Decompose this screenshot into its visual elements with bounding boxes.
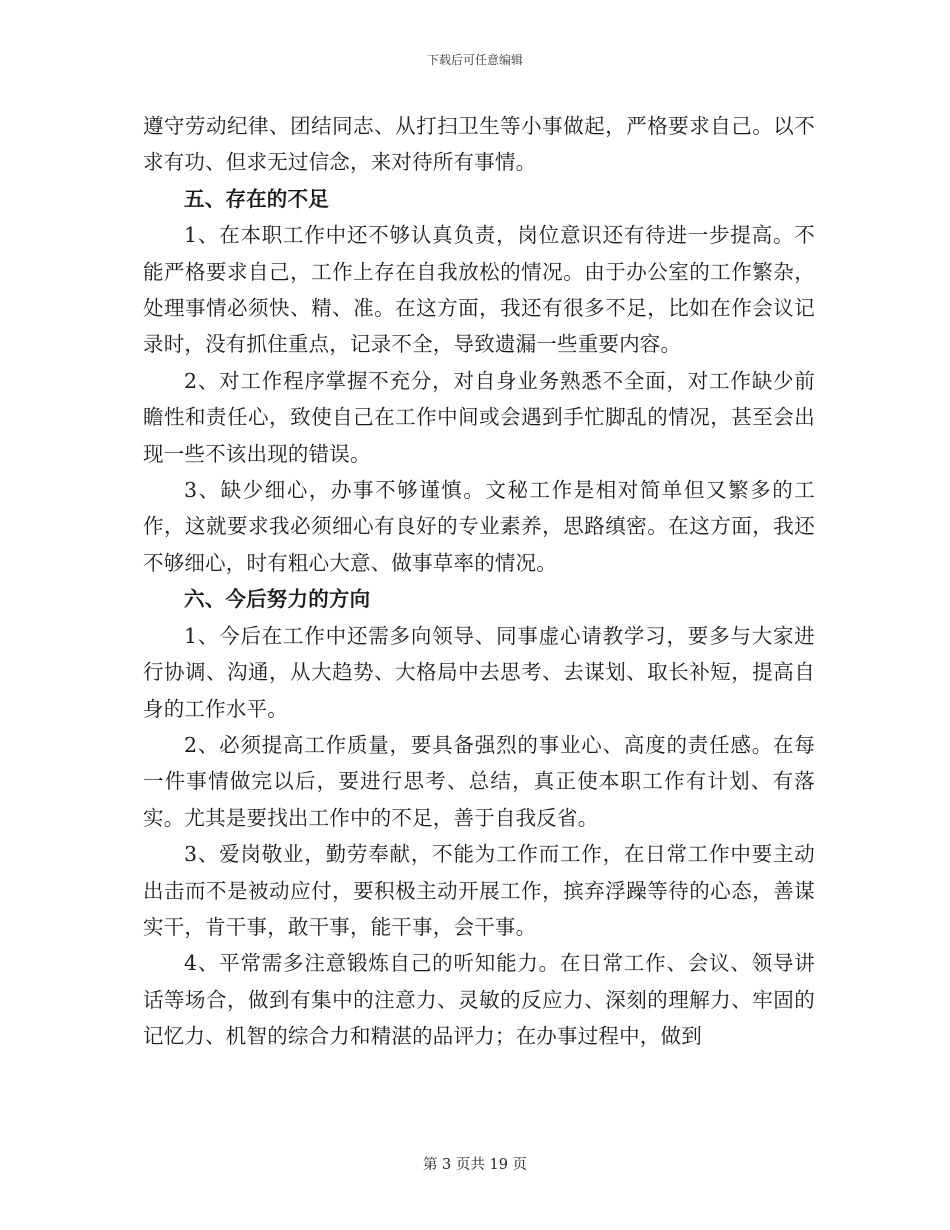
- paragraph-shortcoming-2: 2、对工作程序掌握不充分，对自身业务熟悉不全面，对工作缺少前瞻性和责任心，致使自己在工作中间或会遇到手忙脚乱的情况，甚至会出现一些不该出现的错误。: [143, 368, 815, 466]
- paragraph-shortcoming-3: 3、缺少细心，办事不够谨慎。文秘工作是相对简单但又繁多的工作，这就要求我必须细心有良好的专业素养，思路缜密。在这方面，我还不够细心，时有粗心大意、做事草率的情况。: [143, 478, 815, 575]
- document-body: [143, 108, 815, 1055]
- paragraph-shortcoming-1: 1、在本职工作中还不够认真负责，岗位意识还有待进一步提高。不能严格要求自己，工作上存在自我放松的情况。由于办公室的工作繁杂，处理事情必须快、精、准。在这方面，我还有很多不足，比如在作会议记录时，没有抓住重点，记录不全，导致遗漏一些重要内容。: [143, 223, 815, 357]
- paragraph-direction-4: 4、平常需多注意锻炼自己的听知能力。在日常工作、会议、领导讲话等场合，做到有集中的注意力、灵敏的反应力、深刻的理解力、牢固的记忆力、机智的综合力和精湛的品评力；在办事过程中，做到: [143, 951, 815, 1049]
- paragraph-direction-3: 3、爱岗敬业，勤劳奉献，不能为工作而工作，在日常工作中要主动出击而不是被动应付，要积极主动开展工作，摈弃浮躁等待的心态，善谋实干，肯干事，敢干事，能干事，会干事。: [143, 842, 815, 939]
- section-heading-future-direction: 六、今后努力的方向: [184, 587, 371, 612]
- page-header-note: 下载后可任意编辑: [426, 53, 523, 67]
- paragraph-direction-2: 2、必须提高工作质量，要具备强烈的事业心、高度的责任感。在每一件事情做完以后，要进行思考、总结，真正使本职工作有计划、有落实。尤其是要找出工作中的不足，善于自我反省。: [143, 732, 815, 830]
- paragraph-direction-1: 1、今后在工作中还需多向领导、同事虚心请教学习，要多与大家进行协调、沟通，从大趋势、大格局中去思考、去谋划、取长补短，提高自身的工作水平。: [143, 623, 815, 721]
- paragraph-continued: 遵守劳动纪律、团结同志、从打扫卫生等小事做起，严格要求自己。以不求有功、但求无过信念，来对待所有事情。: [143, 114, 815, 175]
- section-heading-shortcomings: 五、存在的不足: [184, 186, 329, 211]
- page-number: 第 3 页共 19 页: [422, 1157, 528, 1173]
